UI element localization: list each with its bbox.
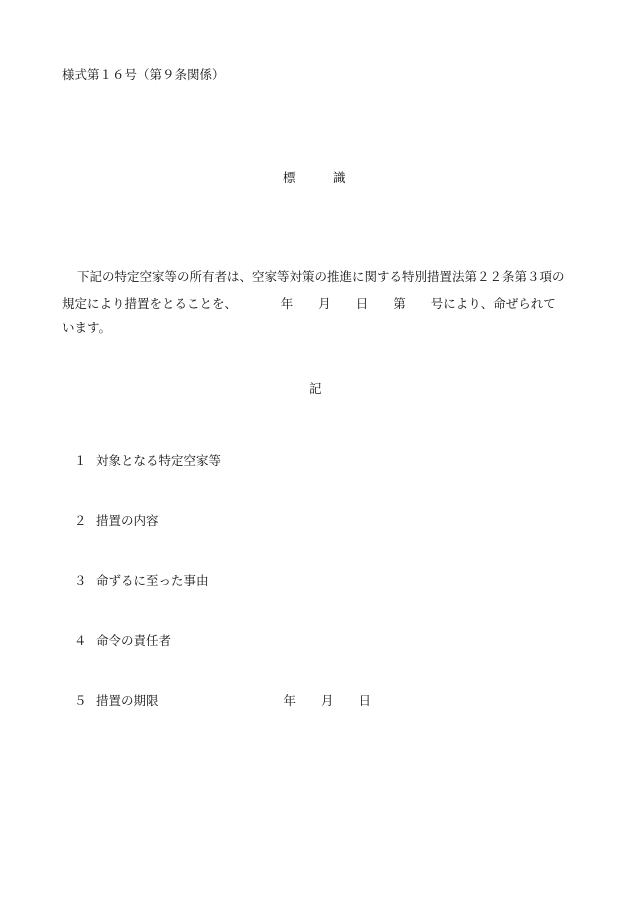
list-item	[66, 562, 208, 587]
item-number: １	[73, 452, 87, 468]
item-label: 措置の内容	[95, 512, 159, 528]
item-label: 命ずるに至った事由	[95, 572, 209, 588]
item-number: ３	[73, 572, 87, 588]
item-label: 命令の責任者	[95, 632, 171, 648]
item-number: ５	[73, 692, 87, 708]
item-label: 対象となる特定空家等	[95, 452, 221, 468]
body-text-line-1: 下記の特定空家等の所有者は、空家等対策の推進に関する特別措置法第２２条第３項の	[77, 269, 565, 284]
body-text-line-2: 規定により措置をとることを、 年 月 日 第 号により、命ぜられて	[62, 296, 556, 311]
list-item	[66, 682, 371, 707]
list-item	[66, 502, 158, 527]
list-item	[66, 622, 171, 647]
item-number: ４	[73, 632, 87, 648]
ki-heading: 記	[309, 381, 322, 396]
form-number: 様式第１６号（第９条関係）	[62, 67, 225, 82]
item-label: 措置の期限 年 月 日	[95, 692, 371, 708]
page-title: 標 識	[283, 170, 346, 185]
body-text-line-3: います。	[62, 320, 112, 335]
list-item	[66, 442, 221, 467]
item-number: ２	[73, 512, 87, 528]
